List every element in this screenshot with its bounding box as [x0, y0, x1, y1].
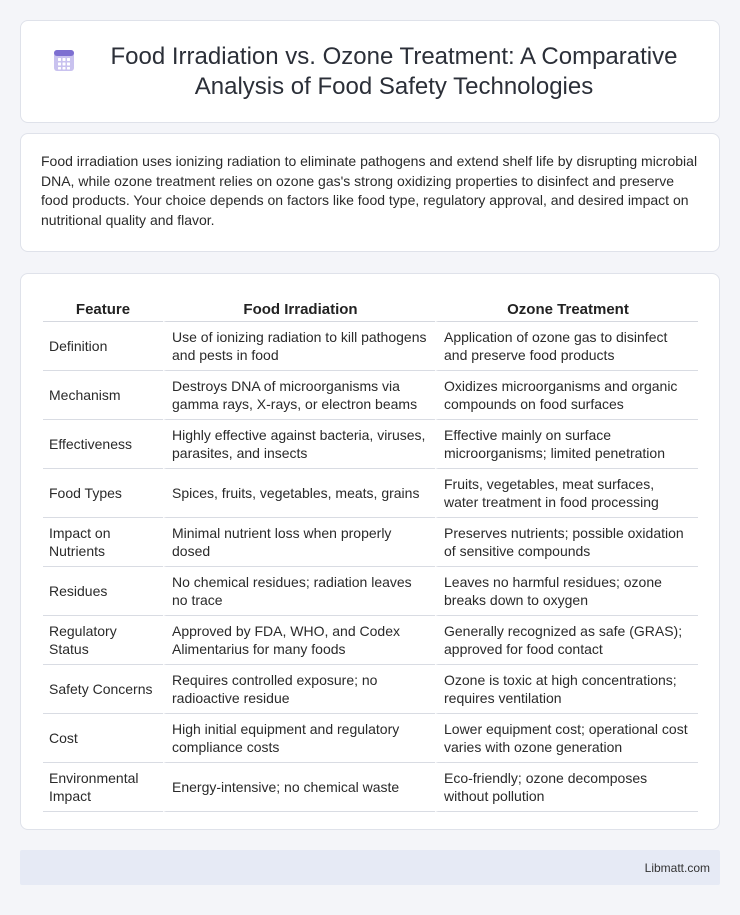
comparison-table [43, 294, 698, 812]
document-grid-icon [51, 47, 77, 73]
footer-bar [20, 850, 720, 885]
ozone-cell: Leaves no harmful residues; ozone breaks down to oxygen [435, 567, 698, 616]
table-row [43, 322, 698, 371]
page-title: Food Irradiation vs. Ozone Treatment: A Comparative Analysis of Food Safety Technologies [110, 42, 678, 100]
feature-cell: Definition [43, 322, 163, 371]
irradiation-cell: Spices, fruits, vegetables, meats, grains [163, 469, 435, 518]
ozone-cell: Generally recognized as safe (GRAS); approved for food contact [435, 616, 698, 665]
ozone-cell: Fruits, vegetables, meat surfaces, water treatment in food processing [435, 469, 698, 518]
table-header-row [43, 294, 698, 322]
irradiation-cell: Destroys DNA of microorganisms via gamma rays, X-rays, or electron beams [163, 371, 435, 420]
table-row [43, 371, 698, 420]
header-feature: Feature [43, 294, 163, 322]
header-ozone-treatment: Ozone Treatment [435, 294, 698, 322]
table-row [43, 665, 698, 714]
ozone-cell: Effective mainly on surface microorganisms; limited penetration [435, 420, 698, 469]
table-row [43, 714, 698, 763]
ozone-cell: Lower equipment cost; operational cost varies with ozone generation [435, 714, 698, 763]
ozone-cell: Eco-friendly; ozone decomposes without pollution [435, 763, 698, 812]
feature-cell: Environmental Impact [43, 763, 163, 812]
ozone-cell: Application of ozone gas to disinfect and preserve food products [435, 322, 698, 371]
header-food-irradiation: Food Irradiation [163, 294, 435, 322]
irradiation-cell: Requires controlled exposure; no radioactive residue [163, 665, 435, 714]
irradiation-cell: Approved by FDA, WHO, and Codex Alimentarius for many foods [163, 616, 435, 665]
title-card [20, 20, 720, 123]
feature-cell: Effectiveness [43, 420, 163, 469]
ozone-cell: Oxidizes microorganisms and organic compounds on food surfaces [435, 371, 698, 420]
feature-cell: Regulatory Status [43, 616, 163, 665]
intro-card [20, 133, 720, 252]
irradiation-cell: Highly effective against bacteria, viruses, parasites, and insects [163, 420, 435, 469]
table-row [43, 469, 698, 518]
table-row [43, 763, 698, 812]
irradiation-cell: Energy-intensive; no chemical waste [163, 763, 435, 812]
irradiation-cell: Minimal nutrient loss when properly dosed [163, 518, 435, 567]
feature-cell: Mechanism [43, 371, 163, 420]
irradiation-cell: High initial equipment and regulatory compliance costs [163, 714, 435, 763]
feature-cell: Cost [43, 714, 163, 763]
table-row [43, 518, 698, 567]
feature-cell: Safety Concerns [43, 665, 163, 714]
table-row [43, 616, 698, 665]
ozone-cell: Ozone is toxic at high concentrations; requires ventilation [435, 665, 698, 714]
feature-cell: Impact on Nutrients [43, 518, 163, 567]
table-row [43, 567, 698, 616]
feature-cell: Food Types [43, 469, 163, 518]
table-row [43, 420, 698, 469]
comparison-table-card [20, 273, 720, 830]
ozone-cell: Preserves nutrients; possible oxidation of sensitive compounds [435, 518, 698, 567]
feature-cell: Residues [43, 567, 163, 616]
intro-paragraph: Food irradiation uses ionizing radiation to eliminate pathogens and extend shelf life by disrupting microbial DNA, while ozone treatment relies on ozone gas's strong oxidizing properties to disinfect and preserve food products. Your choice depends on factors like food type, regulatory approval, and desired impact on nutritional quality and flavor. [41, 153, 698, 228]
irradiation-cell: Use of ionizing radiation to kill pathogens and pests in food [163, 322, 435, 371]
irradiation-cell: No chemical residues; radiation leaves no trace [163, 567, 435, 616]
title-wrap [51, 42, 689, 102]
footer-source-link[interactable]: Libmatt.com [644, 860, 710, 875]
